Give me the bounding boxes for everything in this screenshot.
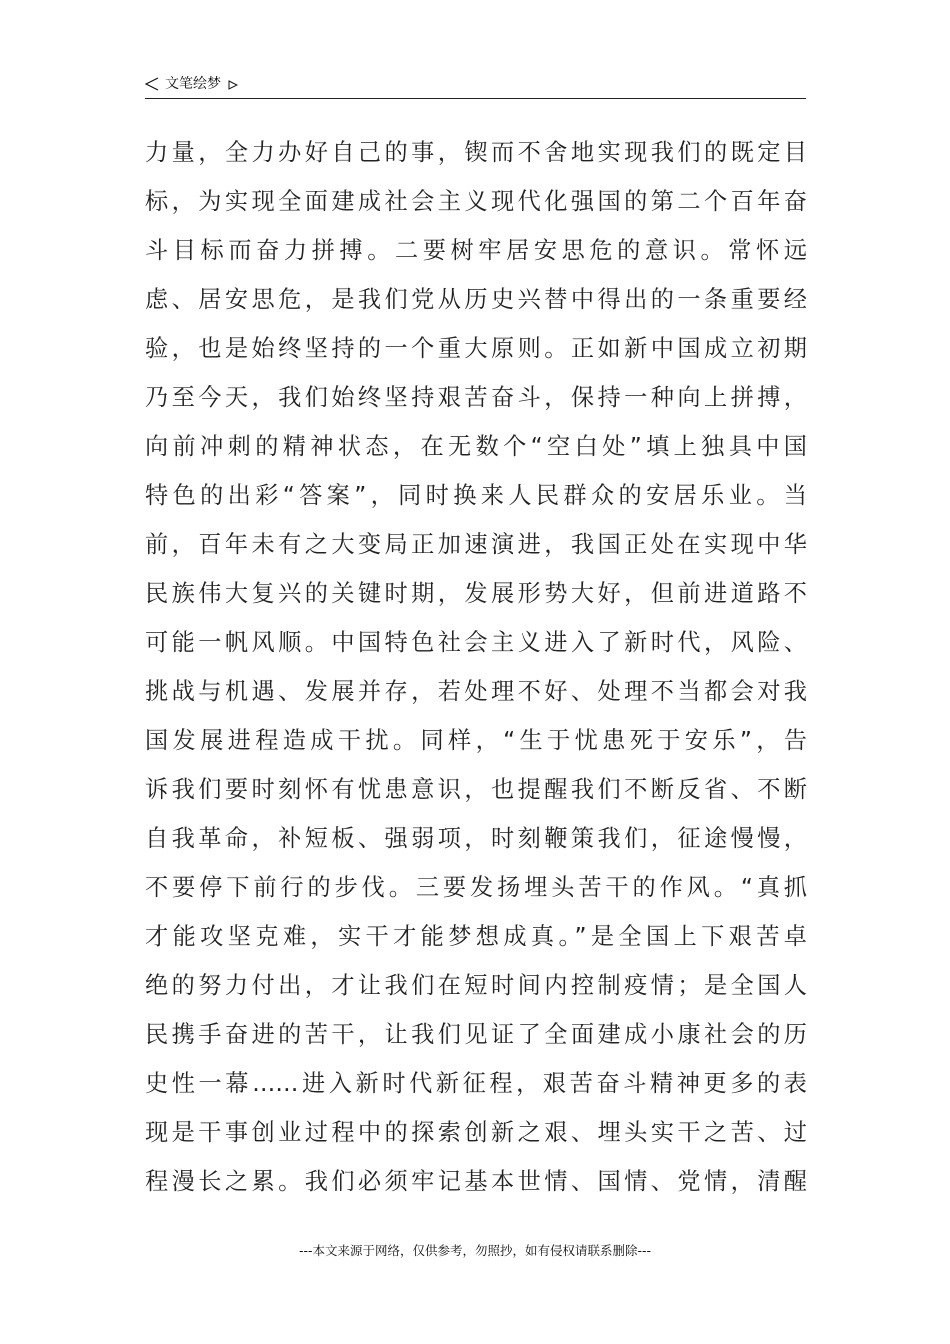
text-line: 挑战与机遇、发展并存，若处理不好、处理不当都会对我: [145, 678, 807, 705]
text-line: 斗目标而奋力拼搏。二要树牢居安思危的意识。常怀远: [145, 237, 807, 264]
text-line: 国发展进程造成干扰。同样，“生于忧患死于安乐”，告: [145, 727, 807, 754]
triangle-right-icon: [228, 77, 238, 87]
text-line: 史性一幕……进入新时代新征程，艰苦奋斗精神更多的表: [145, 1070, 807, 1097]
text-line: 才能攻坚克难，实干才能梦想成真。”是全国上下艰苦卓: [145, 923, 807, 950]
text-line: 不要停下前行的步伐。三要发扬埋头苦干的作风。“真抓: [145, 874, 807, 901]
text-line: 民族伟大复兴的关键时期，发展形势大好，但前进道路不: [145, 580, 807, 607]
page-header: [145, 72, 806, 99]
text-line: 验，也是始终坚持的一个重大原则。正如新中国成立初期: [145, 335, 807, 362]
text-line: 自我革命，补短板、强弱项，时刻鞭策我们，征途慢慢，: [145, 825, 807, 852]
text-line: 标，为实现全面建成社会主义现代化强国的第二个百年奋: [145, 188, 807, 215]
page-footer: ---本文来源于网络，仅供参考，勿照抄，如有侵权请联系删除---: [298, 1243, 652, 1258]
header-title: 文笔绘梦: [165, 76, 221, 92]
text-line: 前，百年未有之大变局正加速演进，我国正处在实现中华: [145, 531, 807, 558]
text-line: 虑、居安思危，是我们党从历史兴替中得出的一条重要经: [145, 286, 807, 313]
text-line: 民携手奋进的苦干，让我们见证了全面建成小康社会的历: [145, 1021, 807, 1048]
text-line: 力量，全力办好自己的事，锲而不舍地实现我们的既定目: [145, 139, 807, 166]
text-line: 程漫长之累。我们必须牢记基本世情、国情、党情，清醒: [145, 1168, 807, 1195]
text-line: 诉我们要时刻怀有忧患意识，也提醒我们不断反省、不断: [145, 776, 807, 803]
text-line: 可能一帆风顺。中国特色社会主义进入了新时代，风险、: [145, 629, 807, 656]
text-line: 向前冲刺的精神状态，在无数个“空白处”填上独具中国: [145, 433, 807, 460]
triangle-left-icon: [145, 77, 159, 91]
header-brand: [145, 75, 238, 93]
text-line: 乃至今天，我们始终坚持艰苦奋斗，保持一种向上拼搏，: [145, 384, 807, 411]
text-line: 绝的努力付出，才让我们在短时间内控制疫情；是全国人: [145, 972, 807, 999]
body-paragraph: [145, 128, 807, 1206]
text-line: 特色的出彩“答案”，同时换来人民群众的安居乐业。当: [145, 482, 807, 509]
text-line: 现是干事创业过程中的探索创新之艰、埋头实干之苦、过: [145, 1119, 807, 1146]
